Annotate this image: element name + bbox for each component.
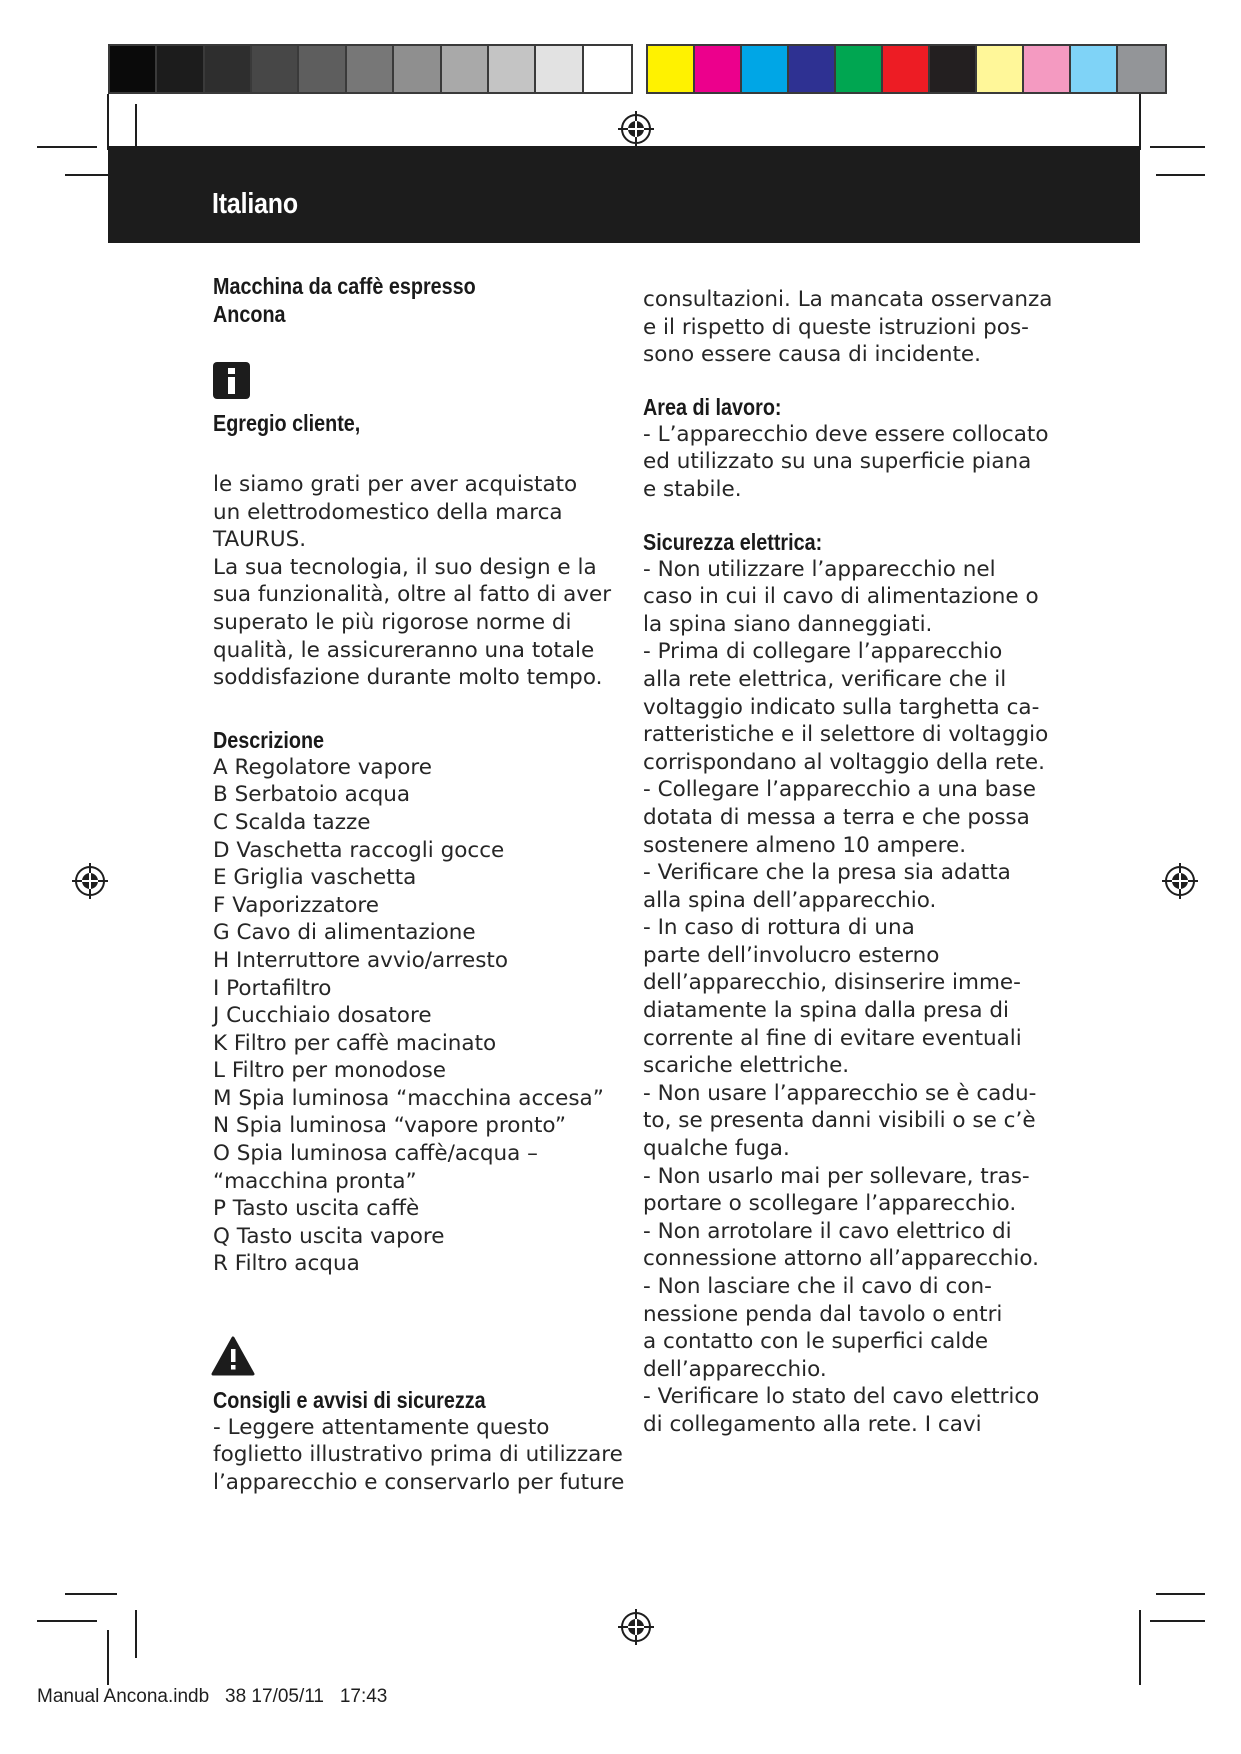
text-line: sono essere causa di incidente. [643,342,981,368]
intro-line: le siamo grati per aver acquistato [213,472,578,497]
registration-mark-icon [71,862,109,900]
text-line: dotata di messa a terra e che possa [643,804,1030,830]
gray-swatch-2 [205,46,252,92]
right-column [643,286,1053,1439]
text-line: - Prima di collegare l’apparecchio [643,639,1003,665]
color-swatch-6 [930,46,977,92]
text-line: caso in cui il cavo di alimentazione o [643,584,1039,610]
description-item: M Spia luminosa “macchina accesa” [213,1085,604,1111]
intro-paragraph [213,471,613,692]
crop-mark [37,1620,97,1622]
description-item: G Cavo di alimentazione [213,920,476,946]
text-line: diatamente la spina dalla presa di [643,998,1009,1024]
intro-line: sua funzionalità, oltre al fatto di aver [213,582,612,608]
text-line: ratteristiche e il selettore di voltaggio [643,722,1049,748]
work-area-paragraph [643,421,1049,504]
description-item: Q Tasto uscita vapore [213,1223,445,1249]
text-line: e il rispetto di queste istruzioni pos- [643,314,1029,340]
text-line: - Non usare l’apparecchio se è cadu- [643,1080,1037,1106]
text-line: ed utilizzato su una superficie piana [643,449,1032,475]
crop-mark [1156,1593,1205,1595]
text-line: e stabile. [643,476,742,502]
description-item: R Filtro acqua [213,1251,360,1277]
text-line: alla spina dell’apparecchio. [643,887,937,913]
crop-mark [107,1630,109,1685]
registration-mark-icon [617,110,655,148]
text-line: portare o scollegare l’apparecchio. [643,1191,1017,1217]
color-swatch-0 [648,46,695,92]
text-line: corrente al fine di evitare eventuali [643,1025,1022,1051]
work-area-heading: Area di lavoro: [643,393,782,420]
color-swatch-3 [789,46,836,92]
greeting-heading: Egregio cliente, [213,410,361,436]
crop-mark [1139,1610,1141,1685]
color-swatch-7 [977,46,1024,92]
gray-swatch-8 [489,46,536,92]
crop-mark [135,1610,137,1658]
text-line: - Non usarlo mai per sollevare, tras- [643,1163,1030,1189]
gray-swatch-5 [347,46,394,92]
process-color-bar [646,44,1167,94]
description-item: D Vaschetta raccogli gocce [213,837,505,863]
intro-line: La sua tecnologia, il suo design e la [213,554,597,580]
description-item: A Regolatore vapore [213,754,432,780]
crop-mark [1150,146,1205,148]
text-line: - Non lasciare che il cavo di con- [643,1274,992,1299]
page-title: Italiano [212,188,298,220]
text-line: - Verificare lo stato del cavo elettrico [643,1384,1040,1410]
gray-swatch-3 [252,46,299,92]
text-line: alla rete elettrica, verificare che il [643,666,1007,692]
gray-swatch-4 [299,46,346,92]
color-swatch-4 [836,46,883,92]
text-line: to, se presenta danni visibili o se c’è [643,1108,1036,1134]
text-line: connessione attorno all’apparecchio. [643,1246,1039,1272]
safety-line: - Leggere attentamente questo [213,1414,550,1440]
color-swatch-2 [742,46,789,92]
gray-swatch-0 [110,46,157,92]
text-line: corrispondano al voltaggio della rete. [643,749,1045,775]
description-item: N Spia luminosa “vapore pronto” [213,1113,566,1139]
color-swatch-9 [1071,46,1118,92]
safety-paragraph [213,1414,625,1497]
description-item: P Tasto uscita caffè [213,1196,420,1222]
gray-swatch-1 [157,46,204,92]
intro-line: TAURUS. [213,527,307,553]
text-line: sostenere almeno 10 ampere. [643,832,967,858]
text-line: voltaggio indicato sulla targhetta ca- [643,694,1040,720]
description-item: F Vaporizzatore [213,892,379,918]
crop-mark [37,146,97,148]
text-line: a contatto con le superfici calde [643,1329,989,1355]
description-item: K Filtro per caffè macinato [213,1030,497,1056]
text-line: - Non arrotolare il cavo elettrico di [643,1218,1012,1244]
text-line: - Non utilizzare l’apparecchio nel [643,556,996,582]
gray-swatch-6 [394,46,441,92]
product-name: Ancona [213,301,286,327]
description-item: C Scalda tazze [213,809,371,835]
electrical-safety-heading: Sicurezza elettrica: [643,528,823,555]
text-line: scariche elettriche. [643,1053,850,1079]
description-heading: Descrizione [213,726,325,753]
text-line: la spina siano danneggiati. [643,611,933,637]
text-line: parte dell’involucro esterno [643,942,940,968]
text-line: nessione penda dal tavolo o entri [643,1301,1003,1327]
continuation-paragraph [643,286,1053,369]
crop-mark [107,94,109,150]
product-title: Macchina da caffè espresso [213,273,476,299]
registration-mark-icon [617,1608,655,1646]
text-line: dell’apparecchio, disinserire imme- [643,970,1021,996]
text-line: - Verificare che la presa sia adatta [643,860,1011,886]
safety-line: l’apparecchio e conservarlo per future [213,1469,625,1495]
crop-mark [1150,1620,1205,1622]
crop-mark [65,1593,117,1595]
left-column [213,272,625,1496]
gray-swatch-7 [442,46,489,92]
crop-mark [1139,94,1141,150]
safety-line: foglietto illustrativo prima di utilizzare [213,1442,623,1468]
text-line: - Collegare l’apparecchio a una base [643,777,1036,803]
print-slug: Manual Ancona.indb 38 17/05/11 17:43 [37,1686,388,1707]
info-icon [213,362,250,399]
intro-line: qualità, le assicureranno una totale [213,637,595,663]
description-item: I Portafiltro [213,975,332,1001]
text-line: di collegamento alla rete. I cavi [643,1411,982,1437]
text-line: - L’apparecchio deve essere collocato [643,421,1049,447]
intro-line: superato le più rigorose norme di [213,609,572,635]
grayscale-color-bar [108,44,633,94]
text-line: - In caso di rottura di una [643,915,915,941]
intro-line: un elettrodomestico della marca [213,499,563,525]
intro-line: soddisfazione durante molto tempo. [213,665,603,691]
crop-mark [1156,174,1205,176]
description-item: J Cucchiaio dosatore [213,1003,432,1029]
description-item: H Interruttore avvio/arresto [213,947,509,973]
description-item: L Filtro per monodose [213,1058,447,1084]
text-line: qualche fuga. [643,1136,790,1162]
description-item: “macchina pronta” [213,1168,417,1194]
text-line: dell’apparecchio. [643,1356,827,1382]
color-swatch-1 [695,46,742,92]
text-line: consultazioni. La mancata osservanza [643,287,1053,312]
description-item: E Griglia vaschetta [213,865,417,891]
description-item: O Spia luminosa caffè/acqua – [213,1141,538,1167]
warning-icon [211,1336,255,1376]
gray-swatch-9 [536,46,583,92]
registration-mark-icon [1161,862,1199,900]
crop-mark [135,104,137,152]
color-swatch-8 [1024,46,1071,92]
electrical-safety-paragraph [643,556,1049,1439]
safety-heading: Consigli e avvisi di sicurezza [213,1386,486,1413]
description-item: B Serbatoio acqua [213,782,411,808]
color-swatch-5 [883,46,930,92]
color-swatch-10 [1118,46,1165,92]
description-list [213,754,613,1278]
gray-swatch-10 [584,46,631,92]
